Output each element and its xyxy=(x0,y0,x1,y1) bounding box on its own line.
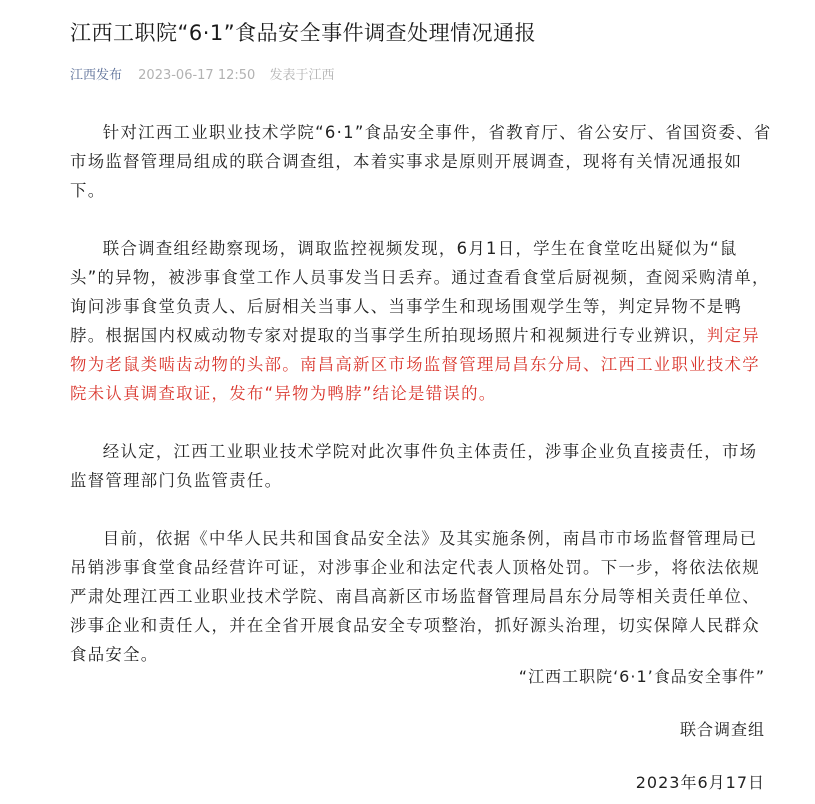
signature-group: 联合调查组 xyxy=(679,720,765,739)
account-name-link[interactable]: 江西发布 xyxy=(70,68,123,83)
paragraph-2 xyxy=(70,234,775,408)
article-body xyxy=(70,118,775,698)
paragraph-2-text: 联合调查组经勘察现场，调取监控视频发现，6月1日，学生在食堂吃出疑似为“鼠头”的异物，被涉事食堂工作人员事发当日丢弃。通过查看食堂后厨视频，查阅采购清单，询问涉事食堂负责人、后厨相关当事人、当事学生和现场围观学生等，判定异物不是鸭脖。根据国内权威动物专家对提取的当事学生所拍现场照片和视频进行专业辨识， xyxy=(70,239,770,345)
publish-location: 发表于江西 xyxy=(269,68,335,83)
article-meta xyxy=(70,64,334,83)
paragraph-3: 经认定，江西工业职业技术学院对此次事件负主体责任，涉事企业负直接责任，市场监督管理部门负监管责任。 xyxy=(70,442,758,490)
signature-date: 2023年6月17日 xyxy=(635,773,765,792)
paragraph-4: 目前，依据《中华人民共和国食品安全法》及其实施条例，南昌市市场监督管理局已吊销涉事食堂食品经营许可证，对涉事企业和法定代表人顶格处罚。下一步，将依法依规严肃处理江西工业职业技术学院、南昌高新区市场监督管理局昌东分局等相关责任单位、涉事企业和责任人，并在全省开展食品安全专项整治，抓好源头治理，切实保障人民群众食品安全。 xyxy=(70,529,760,664)
paragraph-2-highlight: 判定异物为老鼠类啮齿动物的头部。南昌高新区市场监督管理局昌东分局、江西工业职业技术学院未认真调查取证，发布“异物为鸭脖”结论是错误的。 xyxy=(70,326,760,403)
paragraph-1: 针对江西工业职业技术学院“6·1”食品安全事件，省教育厅、省公安厅、省国资委、省市场监督管理局组成的联合调查组，本着实事求是原则开展调查，现将有关情况通报如下。 xyxy=(70,123,772,200)
publish-time: 2023-06-17 12:50 xyxy=(138,68,256,83)
signature-event-name: “江西工职院‘6·1’食品安全事件” xyxy=(518,667,765,686)
article-title: 江西工职院“6·1”食品安全事件调查处理情况通报 xyxy=(70,21,537,45)
